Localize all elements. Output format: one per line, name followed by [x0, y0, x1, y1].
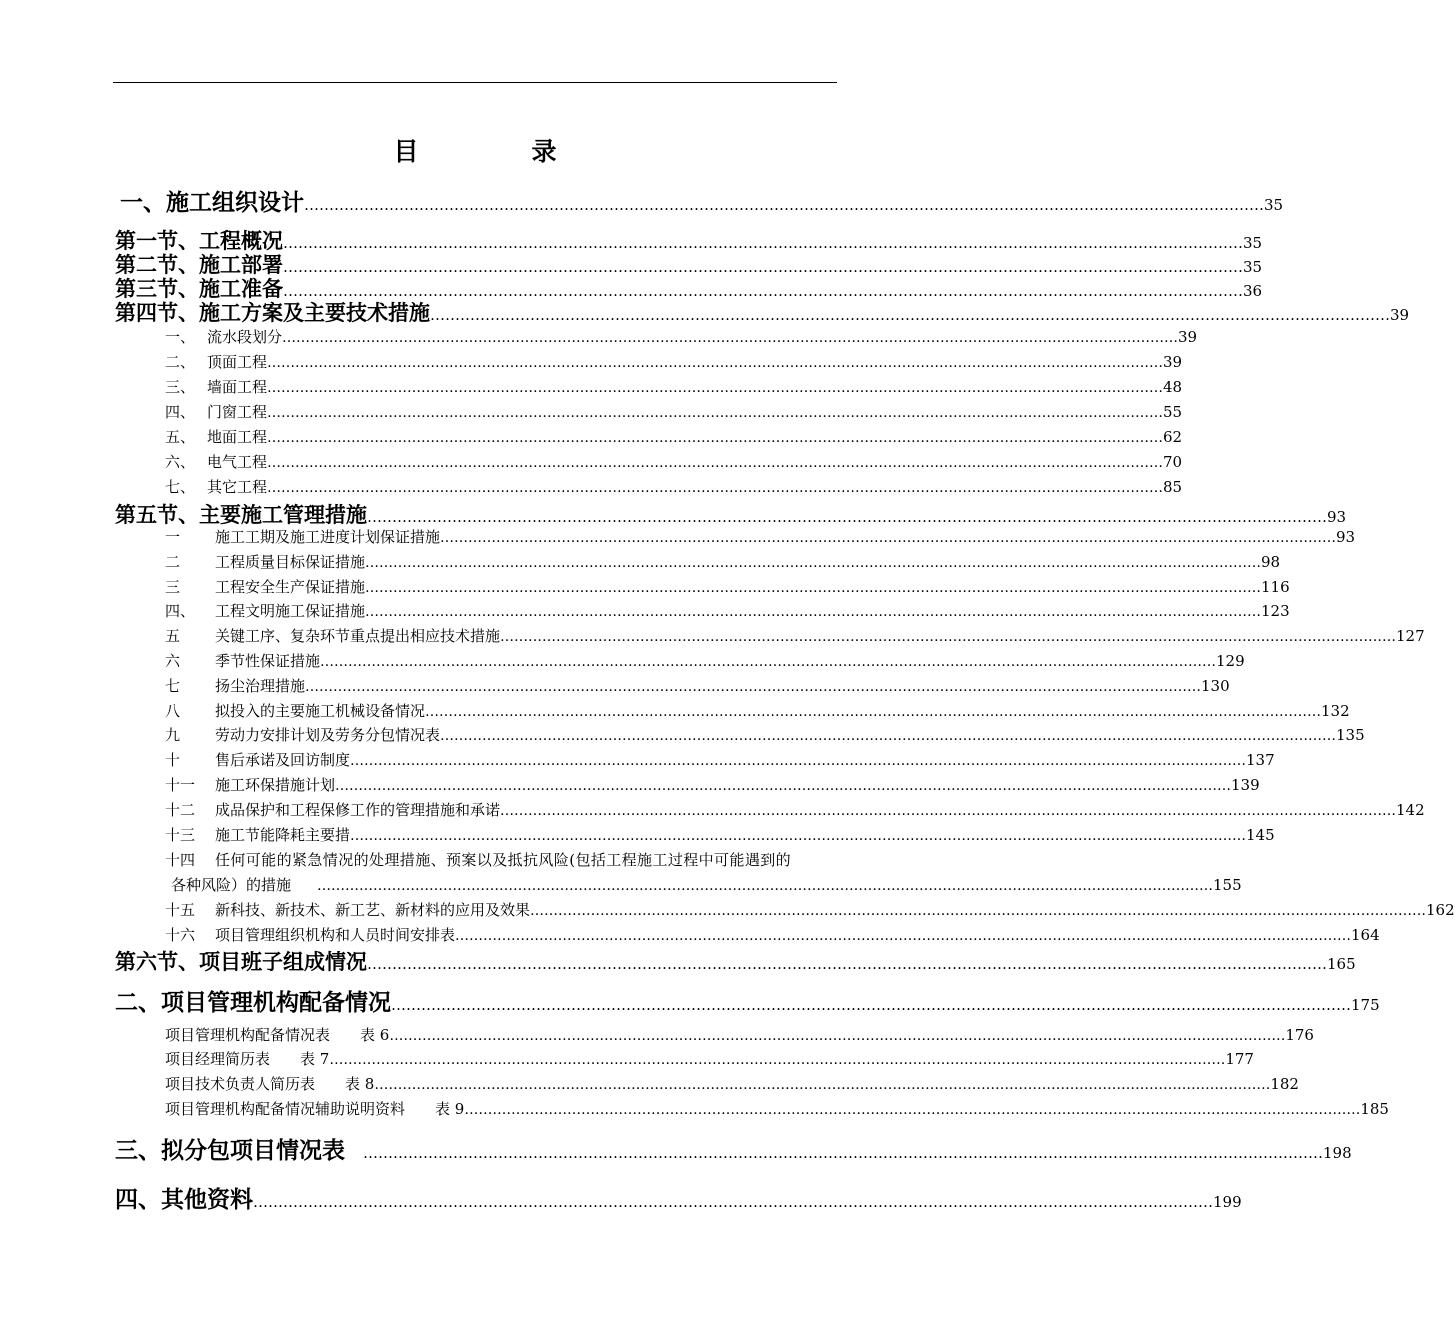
toc-number: 七 [165, 677, 181, 695]
toc-page: 130 [1201, 677, 1230, 695]
toc-page: 116 [1261, 578, 1290, 596]
toc-number: 十四 [165, 851, 196, 869]
toc-number: 五 [165, 627, 181, 645]
toc-number: 四、 [165, 403, 196, 421]
toc-entry[interactable] [165, 924, 1380, 945]
toc-leader: ………………………………………………………………………………………………………………………………………………………………………… [365, 580, 1262, 596]
toc-leader: ………………………………………………………………………………………………………………………………………………………………………… [267, 430, 1164, 446]
toc-leader: ………………………………………………………………………………………………………………………………………………………………………… [267, 405, 1164, 421]
toc-text: 售后承诺及回访制度 [215, 751, 351, 769]
toc-leader: ………………………………………………………………………………………………………………………………………………………………………… [305, 679, 1202, 695]
toc-leader: ………………………………………………………………………………………………………………………………………………………………………… [425, 704, 1322, 720]
toc-text: 流水段划分 [207, 328, 283, 346]
toc-page: 93 [1336, 528, 1356, 546]
toc-number: 四、 [115, 1186, 161, 1213]
toc-page: 123 [1261, 602, 1290, 620]
toc-text: 各种风险）的措施 [171, 876, 292, 894]
toc-entry[interactable] [165, 326, 1198, 347]
toc-text: 施工工期及施工进度计划保证措施 [215, 528, 441, 546]
toc-leader: ………………………………………………………………………………………………………………………………………………………………………… [350, 753, 1247, 769]
toc-leader: ………………………………………………………………………………………………………………………………………………………………………… [267, 380, 1164, 396]
toc-number: 一 [165, 528, 181, 546]
toc-entry[interactable] [165, 700, 1350, 721]
toc-entry[interactable] [165, 476, 1183, 497]
toc-text: 工程安全生产保证措施 [215, 578, 366, 596]
toc-page: 39 [1178, 328, 1198, 346]
toc-entry[interactable] [165, 899, 1455, 920]
toc-text: 地面工程 [207, 428, 268, 446]
toc-entry[interactable] [120, 184, 1284, 217]
toc-page: 35 [1264, 196, 1284, 214]
toc-entry[interactable] [165, 650, 1245, 671]
toc-text: 电气工程 [207, 453, 268, 471]
toc-text: 施工方案及主要技术措施 [199, 300, 430, 325]
toc-text: 拟分包项目情况表 [161, 1137, 345, 1164]
toc-leader: ………………………………………………………………………………………………………………………………………………………………………… [391, 996, 1351, 1014]
toc-number: 一、 [120, 189, 166, 216]
toc-text: 关键工序、复杂环节重点提出相应技术措施 [215, 627, 501, 645]
toc-leader: ………………………………………………………………………………………………………………………………………………………………………… [530, 903, 1427, 919]
toc-number: 一、 [165, 328, 196, 346]
toc-page: 145 [1246, 826, 1275, 844]
toc-leader: ………………………………………………………………………………………………………………………………………………………………………… [464, 1102, 1361, 1118]
toc-page: 164 [1351, 926, 1380, 944]
toc-page: 39 [1390, 306, 1410, 324]
toc-text: 拟投入的主要施工机械设备情况 [215, 702, 426, 720]
toc-text: 工程概况 [199, 228, 283, 253]
toc-leader: ………………………………………………………………………………………………………………………………………………………………………… [367, 955, 1327, 973]
toc-entry[interactable] [165, 576, 1290, 597]
toc-number: 八 [165, 702, 181, 720]
toc-leader: ………………………………………………………………………………………………………………………………………………………………………… [317, 878, 1214, 894]
toc-page: 55 [1163, 403, 1183, 421]
toc-page: 129 [1216, 652, 1245, 670]
toc-page: 139 [1231, 776, 1260, 794]
toc-leader: ………………………………………………………………………………………………………………………………………………………………………… [283, 234, 1243, 252]
toc-text: 其它工程 [207, 478, 268, 496]
toc-text: 施工部署 [199, 252, 283, 277]
toc-page: 175 [1351, 996, 1380, 1014]
toc-page: 155 [1213, 876, 1242, 894]
toc-text: 工程质量目标保证措施 [215, 553, 366, 571]
toc-leader: ………………………………………………………………………………………………………………………………………………………………………… [374, 1077, 1271, 1093]
toc-text: 项目技术负责人简历表 表 8 [165, 1075, 375, 1093]
toc-number: 十六 [165, 926, 196, 944]
toc-number: 九 [165, 726, 181, 744]
toc-text: 门窗工程 [207, 403, 268, 421]
toc-number: 十三 [165, 826, 196, 844]
toc-entry[interactable] [165, 625, 1425, 646]
toc-page: 165 [1327, 955, 1356, 973]
toc-page: 182 [1270, 1075, 1299, 1093]
toc-leader: ………………………………………………………………………………………………………………………………………………………………………… [455, 928, 1352, 944]
toc-leader: ………………………………………………………………………………………………………………………………………………………………………… [267, 455, 1164, 471]
toc-entry[interactable] [115, 297, 1410, 327]
toc-entry[interactable] [165, 351, 1183, 372]
toc-number: 七、 [165, 478, 196, 496]
toc-page: 85 [1163, 478, 1183, 496]
toc-page: 70 [1163, 453, 1183, 471]
toc-leader: ………………………………………………………………………………………………………………………………………………………………………… [365, 604, 1262, 620]
toc-text: 扬尘治理措施 [215, 677, 306, 695]
toc-page: 127 [1396, 627, 1425, 645]
toc-entry[interactable] [165, 376, 1183, 397]
toc-entry[interactable] [115, 1132, 1352, 1165]
toc-leader: ………………………………………………………………………………………………………………………………………………………………………… [267, 355, 1164, 371]
toc-entry[interactable] [165, 1098, 1389, 1119]
toc-leader: ………………………………………………………………………………………………………………………………………………………………………… [320, 654, 1217, 670]
toc-page: 135 [1336, 726, 1365, 744]
toc-leader: ………………………………………………………………………………………………………………………………………………………………………… [389, 1028, 1286, 1044]
toc-page: 176 [1285, 1026, 1314, 1044]
toc-leader: ………………………………………………………………………………………………………………………………………………………………………… [363, 1144, 1323, 1162]
toc-text: 项目管理组织机构和人员时间安排表 [215, 926, 456, 944]
toc-leader: ………………………………………………………………………………………………………………………………………………………………………… [367, 508, 1327, 526]
toc-leader: ………………………………………………………………………………………………………………………………………………………………………… [282, 330, 1179, 346]
toc-number: 四、 [165, 602, 196, 620]
toc-entry[interactable] [165, 1048, 1254, 1069]
toc-page: 142 [1396, 801, 1425, 819]
toc-page: 199 [1213, 1193, 1242, 1211]
toc-page: 98 [1261, 553, 1281, 571]
toc-number: 十五 [165, 901, 196, 919]
toc-leader: ………………………………………………………………………………………………………………………………………………………………………… [283, 282, 1243, 300]
toc-leader: ………………………………………………………………………………………………………………………………………………………………………… [329, 1052, 1226, 1068]
toc-leader: ………………………………………………………………………………………………………………………………………………………………………… [365, 555, 1262, 571]
toc-text: 季节性保证措施 [215, 652, 321, 670]
toc-text: 成品保护和工程保修工作的管理措施和承诺 [215, 801, 501, 819]
toc-text: 劳动力安排计划及劳务分包情况表 [215, 726, 441, 744]
toc-number: 二 [165, 553, 181, 571]
toc-number: 第五节、 [115, 502, 199, 527]
toc-text: 施工组织设计 [166, 189, 304, 216]
toc-number: 二、 [115, 989, 161, 1016]
toc-entry[interactable] [165, 774, 1260, 795]
toc-leader: ………………………………………………………………………………………………………………………………………………………………………… [500, 803, 1397, 819]
toc-number: 五、 [165, 428, 196, 446]
toc-text: 施工准备 [199, 276, 283, 301]
toc-text: 项目管理机构配备情况表 表 6 [165, 1026, 390, 1044]
toc-text: 顶面工程 [207, 353, 268, 371]
toc-number: 十一 [165, 776, 196, 794]
toc-text: 项目班子组成情况 [199, 949, 367, 974]
toc-number: 六 [165, 652, 181, 670]
toc-page: 185 [1360, 1100, 1389, 1118]
toc-entry[interactable] [165, 551, 1281, 572]
toc-entry[interactable] [165, 675, 1230, 696]
toc-entry[interactable] [115, 499, 1347, 529]
toc-entry[interactable] [115, 946, 1356, 976]
toc-leader: ………………………………………………………………………………………………………………………………………………………………………… [253, 1193, 1213, 1211]
toc-leader: ………………………………………………………………………………………………………………………………………………………………………… [440, 728, 1337, 744]
toc-number: 第一节、 [115, 228, 199, 253]
toc-number: 第四节、 [115, 300, 199, 325]
toc-text: 工程文明施工保证措施 [215, 602, 366, 620]
toc-number: 第二节、 [115, 252, 199, 277]
toc-leader: ………………………………………………………………………………………………………………………………………………………………………… [430, 306, 1390, 324]
toc-page: 132 [1321, 702, 1350, 720]
toc-entry[interactable] [165, 799, 1425, 820]
toc-entry[interactable] [165, 526, 1356, 547]
toc-entry[interactable] [165, 724, 1365, 745]
toc-number: 第六节、 [115, 949, 199, 974]
toc-entry[interactable] [165, 426, 1183, 447]
toc-leader: ………………………………………………………………………………………………………………………………………………………………………… [500, 629, 1397, 645]
toc-page: 62 [1163, 428, 1183, 446]
toc-text: 主要施工管理措施 [199, 502, 367, 527]
toc-text: 项目管理机构配备情况辅助说明资料 表 9 [165, 1100, 465, 1118]
toc-number: 三 [165, 578, 181, 596]
toc-entry[interactable] [165, 1024, 1314, 1045]
toc-entry[interactable] [165, 824, 1275, 845]
toc-entry[interactable] [165, 451, 1183, 472]
toc-leader: ………………………………………………………………………………………………………………………………………………………………………… [283, 258, 1243, 276]
toc-leader: ………………………………………………………………………………………………………………………………………………………………………… [304, 196, 1264, 214]
toc-entry[interactable] [165, 1073, 1299, 1094]
page-title: 目 录 [393, 137, 601, 166]
toc-page: 93 [1327, 508, 1347, 526]
toc-leader: ………………………………………………………………………………………………………………………………………………………………………… [440, 530, 1337, 546]
toc-number: 三、 [115, 1137, 161, 1164]
toc-entry[interactable] [171, 874, 1242, 895]
toc-entry[interactable] [165, 849, 841, 870]
toc-text: 项目管理机构配备情况 [161, 989, 391, 1016]
toc-entry[interactable] [165, 401, 1183, 422]
toc-number: 二、 [165, 353, 196, 371]
toc-number: 十二 [165, 801, 196, 819]
toc-leader: ………………………………………………………………………………………………………………………………………………………………………… [267, 480, 1164, 496]
toc-entry[interactable] [165, 749, 1275, 770]
toc-page: 39 [1163, 353, 1183, 371]
toc-page: 198 [1323, 1144, 1352, 1162]
toc-page: 35 [1243, 258, 1263, 276]
toc-page: 162 [1426, 901, 1455, 919]
toc-text: 任何可能的紧急情况的处理措施、预案以及抵抗风险(包括工程施工过程中可能遇到的 [215, 851, 792, 869]
toc-number: 六、 [165, 453, 196, 471]
toc-text: 项目经理简历表 表 7 [165, 1050, 330, 1068]
toc-leader: ………………………………………………………………………………………………………………………………………………………………………… [350, 828, 1247, 844]
toc-leader: ………………………………………………………………………………………………………………………………………………………………………… [335, 778, 1232, 794]
toc-entry[interactable] [165, 600, 1290, 621]
toc-text: 其他资料 [161, 1186, 253, 1213]
toc-entry[interactable] [115, 1181, 1242, 1214]
toc-page: 36 [1243, 282, 1263, 300]
toc-number: 三、 [165, 378, 196, 396]
toc-text: 新科技、新技术、新工艺、新材料的应用及效果 [215, 901, 531, 919]
toc-text: 墙面工程 [207, 378, 268, 396]
toc-number: 第三节、 [115, 276, 199, 301]
toc-page: 48 [1163, 378, 1183, 396]
toc-text: 施工环保措施计划 [215, 776, 336, 794]
toc-page: 35 [1243, 234, 1263, 252]
toc-entry[interactable] [115, 984, 1380, 1017]
toc-number: 十 [165, 751, 181, 769]
toc-text: 施工节能降耗主要措 [215, 826, 351, 844]
toc-page: 137 [1246, 751, 1275, 769]
toc-page: 177 [1225, 1050, 1254, 1068]
